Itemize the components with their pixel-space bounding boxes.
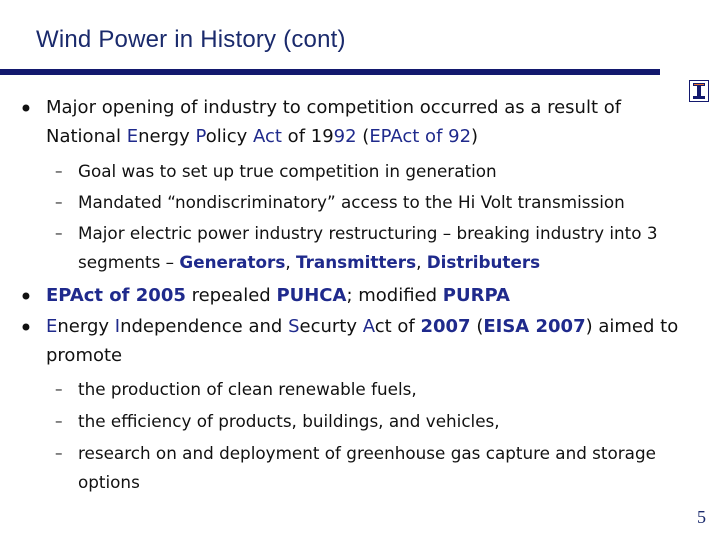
sub-bullet-dash: – xyxy=(55,444,63,462)
bullet-marker: • xyxy=(18,314,34,342)
text-segment: olicy xyxy=(205,126,253,147)
text-segment: Transmitters xyxy=(296,252,417,272)
text-segment: 2007 xyxy=(420,316,471,337)
text-segment: ct of xyxy=(374,316,421,337)
sub-bullet-dash: – xyxy=(55,224,63,242)
sub-bullet-dash: – xyxy=(55,193,63,211)
text-segment: 92 xyxy=(333,126,357,147)
text-segment: I xyxy=(114,316,121,337)
sub-bullet-dash: – xyxy=(55,412,63,430)
text-segment: nergy xyxy=(138,126,196,147)
bullet-marker: • xyxy=(18,95,34,123)
text-segment: ( xyxy=(470,316,484,337)
text-segment: repealed xyxy=(185,285,277,306)
illinois-block-i-icon xyxy=(689,80,709,102)
text-segment: EPAct of 2005 xyxy=(46,285,186,306)
bullet-3-sub-3 xyxy=(78,439,698,497)
text-segment: S xyxy=(288,316,300,337)
text-segment: PUHCA xyxy=(276,285,347,306)
text-segment: PURPA xyxy=(442,285,510,306)
text-segment: ( xyxy=(356,126,370,147)
bullet-2-text xyxy=(46,281,691,310)
text-segment: , xyxy=(416,252,427,272)
text-segment: Mandated “nondiscriminatory” access to the Hi Volt transmission xyxy=(78,192,625,212)
bullet-3-sub-2 xyxy=(78,407,698,436)
text-segment: EISA 2007 xyxy=(483,316,586,337)
bullet-marker: • xyxy=(18,283,34,311)
text-segment: Major electric power industry restructuring – breaking industry into 3 segments – xyxy=(78,223,658,272)
text-segment: E xyxy=(126,126,139,147)
text-segment: , xyxy=(285,252,296,272)
text-segment: Generators xyxy=(179,252,286,272)
text-segment: Distributers xyxy=(426,252,541,272)
sub-bullet-dash: – xyxy=(55,380,63,398)
text-segment: ; modified xyxy=(346,285,443,306)
text-segment: A xyxy=(362,316,375,337)
bullet-1-sub-1 xyxy=(78,157,698,186)
text-segment: E xyxy=(46,316,58,337)
slide-title: Wind Power in History (cont) xyxy=(36,26,346,53)
bullet-3-sub-1 xyxy=(78,375,698,404)
bullet-1-sub-3 xyxy=(78,219,698,277)
text-segment: Major opening of industry to competition occurred as a result of National xyxy=(46,97,622,147)
text-segment: of 19 xyxy=(281,126,334,147)
text-segment: ecurty xyxy=(299,316,363,337)
title-underline-rule xyxy=(0,69,660,75)
text-segment: ) aimed to promote xyxy=(46,316,679,366)
page-number: 5 xyxy=(697,507,706,527)
text-segment: the efficiency of products, buildings, and vehicles, xyxy=(78,411,500,431)
text-segment: EPAct of 92 xyxy=(369,126,472,147)
text-segment: research on and deployment of greenhouse gas capture and storage options xyxy=(78,443,656,492)
bullet-1-text xyxy=(46,93,691,151)
text-segment: Goal was to set up true competition in generation xyxy=(78,161,497,181)
text-segment: ) xyxy=(471,126,479,147)
text-segment: the production of clean renewable fuels, xyxy=(78,379,417,399)
bullet-1-sub-2 xyxy=(78,188,698,217)
text-segment: P xyxy=(195,126,206,147)
text-segment: Act xyxy=(253,126,282,147)
bullet-3-text xyxy=(46,312,691,370)
sub-bullet-dash: – xyxy=(55,162,63,180)
text-segment: ndependence and xyxy=(120,316,289,337)
text-segment: nergy xyxy=(57,316,115,337)
